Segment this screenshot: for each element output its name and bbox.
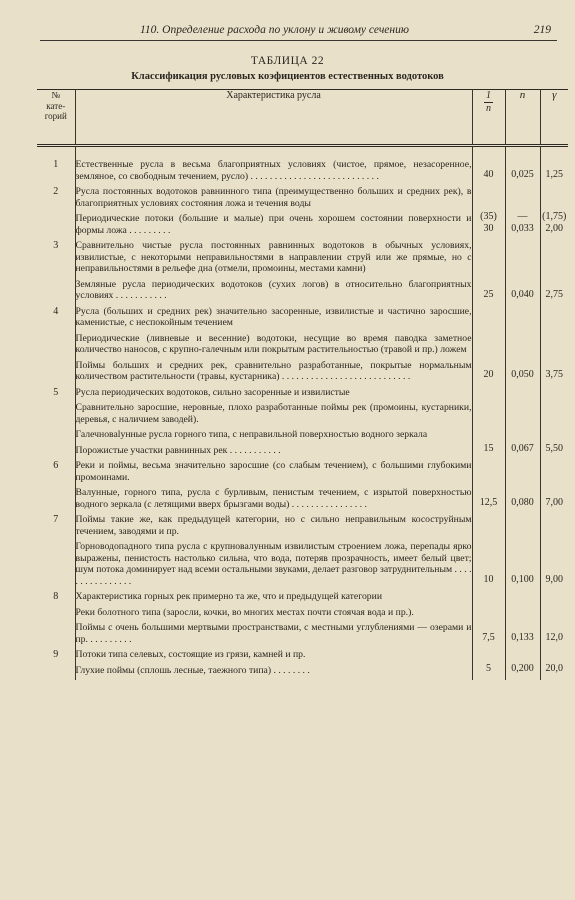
value-inv-n-main: 15 bbox=[483, 443, 494, 454]
table-row bbox=[37, 460, 568, 514]
value-inv-n-main: 5 bbox=[486, 662, 491, 674]
value-inv-n-main: 7,5 bbox=[482, 631, 495, 643]
value-gamma bbox=[540, 460, 568, 514]
characteristic-paragraph: Русла постоянных водотоков равнинного типа (преимущественно больших и средних рек), в благоприятных условиях состояния ложа и течения воды bbox=[75, 186, 472, 209]
value-inv-n bbox=[472, 649, 505, 680]
value-gamma bbox=[540, 649, 568, 680]
channel-characteristic bbox=[75, 306, 472, 387]
category-number: 2 bbox=[37, 186, 75, 240]
value-gamma-main: 5,50 bbox=[545, 443, 563, 454]
value-gamma bbox=[540, 240, 568, 306]
value-inv-n bbox=[472, 387, 505, 461]
header-inverse-n-denominator: n bbox=[486, 102, 491, 114]
value-gamma-main: 1,25 bbox=[545, 168, 563, 180]
value-gamma-main: 20,0 bbox=[545, 662, 563, 674]
value-n-main: 0,100 bbox=[511, 573, 534, 585]
category-number: 6 bbox=[37, 460, 75, 514]
channel-characteristic bbox=[75, 240, 472, 306]
running-head-title: 110. Определение расхода по уклону и живому сечению bbox=[140, 24, 409, 36]
characteristic-paragraph: Сравнительно заросшие, неровные, плохо разработанные поймы рек (промоины, кустарники, деревья, с наличием заводей). bbox=[75, 402, 472, 425]
channel-characteristic bbox=[75, 159, 472, 186]
table-title: ТАБЛИЦА 22 bbox=[250, 55, 325, 67]
characteristic-paragraph: Поймы такие же, как предыдущей категории, но с сильно неправильным косоструйным течением, заводями и пр. bbox=[75, 514, 472, 537]
page-number: 219 bbox=[533, 24, 551, 36]
characteristic-paragraph: Русла периодических водотоков, сильно засоренные и извилистые bbox=[75, 386, 350, 398]
table-subtitle: Классификация русловых коэфициентов естественных водотоков bbox=[131, 71, 444, 82]
value-gamma-main: 9,00 bbox=[545, 573, 563, 585]
category-number: 7 bbox=[37, 514, 75, 591]
characteristic-paragraph: Периодические потоки (большие и малые) при очень хорошем состоянии поверхности и формы ложа . . . . . . . . . bbox=[75, 213, 472, 236]
value-n bbox=[505, 514, 540, 591]
table-header-row bbox=[37, 90, 568, 146]
value-gamma bbox=[540, 591, 568, 649]
value-gamma-main: 12,0 bbox=[545, 631, 563, 643]
characteristic-paragraph: Глухие поймы (сплошь лесные, таежного типа) . . . . . . . . bbox=[75, 664, 310, 676]
characteristic-paragraph: Поймы больших и средних рек, сравнительно разработанные, покрытые нормальным количеством растительности (травы, кустарника) . . . . . . . . . . . . . . . . . . . . . . . . . . . bbox=[75, 359, 472, 382]
characteristic-paragraph: Потоки типа селевых, состоящие из грязи, камней и пр. bbox=[75, 649, 306, 660]
header-inverse-n-numerator: 1 bbox=[486, 90, 491, 101]
channel-characteristic bbox=[75, 591, 472, 649]
characteristic-paragraph: Поймы с очень большими мертвыми пространствами, с местными углублениями — озерами и пр. . . . . . . . . . bbox=[75, 622, 472, 645]
value-gamma-alternate: (1,75) bbox=[542, 211, 567, 222]
value-gamma bbox=[540, 387, 568, 461]
value-inv-n-main: 20 bbox=[483, 369, 494, 380]
table-row bbox=[37, 649, 568, 680]
characteristic-paragraph: Естественные русла в весьма благоприятных условиях (чистое, прямое, незасоренное, земляное, со свободным течением, русло) . . . . . . . . . . . . . . . . . . . . . . . . . . . bbox=[75, 159, 472, 182]
table-row bbox=[37, 186, 568, 240]
category-number: 5 bbox=[37, 387, 75, 461]
table-row bbox=[37, 306, 568, 387]
value-inv-n bbox=[472, 159, 505, 186]
value-inv-n bbox=[472, 240, 505, 306]
value-inv-n-alternate: (35) bbox=[480, 211, 497, 222]
value-inv-n bbox=[472, 306, 505, 387]
table-row bbox=[37, 159, 568, 186]
header-category-word1: кате- bbox=[46, 100, 66, 111]
characteristic-paragraph: Реки и поймы, весьма значительно заросшие (со слабым течением), с большими глубокими промоинами. bbox=[75, 460, 472, 483]
value-n-main: 0,067 bbox=[511, 443, 534, 454]
characteristic-paragraph: Русла (больших и средних рек) значительно засоренные, извилистые и частично заросшие, каменистые, с неспокойным течением bbox=[75, 305, 472, 328]
value-gamma bbox=[540, 514, 568, 591]
value-inv-n-main: 12,5 bbox=[479, 496, 498, 508]
header-inverse-n bbox=[472, 90, 505, 146]
value-n-main: 0,080 bbox=[511, 496, 534, 508]
value-gamma-main: 2,00 bbox=[545, 222, 563, 234]
characteristic-paragraph: Горноводопадного типа русла с крупновалунным извилистым строением ложа, перепады ярко выражены, пенистость настолько сильна, что вода, потеряв прозрачность, имеет белый цвет; шум потока доминирует над всеми остальными звуками, делает разговор затруднительным . . . . . . . . . . . . . . . . bbox=[75, 541, 472, 587]
value-n-main: 0,200 bbox=[511, 662, 534, 674]
header-n: n bbox=[505, 90, 540, 146]
channel-characteristic bbox=[75, 460, 472, 514]
classification-table bbox=[37, 89, 568, 680]
characteristic-paragraph: Земляные русла периодических водотоков (сухих логов) в относительно благоприятных условиях . . . . . . . . . . . bbox=[75, 278, 472, 301]
value-inv-n bbox=[472, 591, 505, 649]
characteristic-paragraph: Сравнительно чистые русла постоянных равнинных водотоков в обычных условиях, извилистые, с некоторыми неправильностями в направлении струй или же прямые, но с неправильностями в рельефе дна (отмели, промоины, местами камни) bbox=[75, 240, 472, 274]
value-n-main: 0,050 bbox=[511, 369, 534, 380]
value-inv-n bbox=[472, 514, 505, 591]
value-inv-n bbox=[472, 460, 505, 514]
value-gamma bbox=[540, 159, 568, 186]
value-n-main: 0,133 bbox=[511, 631, 534, 643]
value-n-alternate: — bbox=[517, 211, 528, 222]
value-inv-n-main: 25 bbox=[483, 288, 494, 300]
value-n-main: 0,040 bbox=[511, 288, 534, 300]
header-category-word2: горий bbox=[44, 111, 67, 121]
value-n bbox=[505, 591, 540, 649]
value-inv-n bbox=[472, 186, 505, 240]
table-row bbox=[37, 514, 568, 591]
table-row bbox=[37, 387, 568, 461]
value-n-main: 0,025 bbox=[511, 168, 534, 180]
category-number: 8 bbox=[37, 591, 75, 649]
value-inv-n-main: 30 bbox=[483, 222, 494, 234]
value-gamma bbox=[540, 306, 568, 387]
running-head bbox=[40, 22, 557, 41]
value-inv-n-main: 10 bbox=[483, 573, 494, 585]
value-gamma bbox=[540, 186, 568, 240]
category-number: 3 bbox=[37, 240, 75, 306]
value-n bbox=[505, 159, 540, 186]
category-number: 1 bbox=[37, 159, 75, 186]
header-gamma: γ bbox=[540, 90, 568, 146]
characteristic-paragraph: Реки болотного типа (заросли, кочки, во многих местах почти стоячая вода и пр.). bbox=[75, 606, 414, 618]
channel-characteristic bbox=[75, 514, 472, 591]
characteristic-paragraph: Валунные, горного типа, русла с бурливым, пенистым течением, с изрытой поверхностью водного зеркала (с летящими вверх брызгами воды) . . . . . . . . . . . . . . . . bbox=[75, 487, 472, 510]
characteristic-paragraph: Порожистые участки равнинных рек . . . . . . . . . . . bbox=[75, 444, 281, 456]
table-row bbox=[37, 591, 568, 649]
value-gamma-main: 2,75 bbox=[545, 288, 563, 300]
channel-characteristic bbox=[75, 387, 472, 461]
channel-characteristic bbox=[75, 649, 472, 680]
value-gamma-main: 3,75 bbox=[545, 369, 563, 380]
value-n bbox=[505, 240, 540, 306]
value-n-main: 0,033 bbox=[511, 222, 534, 234]
value-n bbox=[505, 387, 540, 461]
value-n bbox=[505, 306, 540, 387]
table-row bbox=[37, 240, 568, 306]
value-n bbox=[505, 460, 540, 514]
table-body bbox=[37, 146, 568, 681]
header-characteristic: Характеристика русла bbox=[75, 90, 472, 146]
value-gamma-main: 7,00 bbox=[545, 496, 563, 508]
value-n bbox=[505, 186, 540, 240]
characteristic-paragraph: Галечноваlунные русла горного типа, с неправильной поверхностью водного зеркала bbox=[75, 429, 428, 440]
characteristic-paragraph: Периодические (ливневые и весенние) водотоки, несущие во время паводка заметное количество наносов, с крупно-галечным или покрытым растительностью (травой и пр.) ложем bbox=[75, 332, 472, 355]
category-number: 4 bbox=[37, 306, 75, 387]
channel-characteristic bbox=[75, 186, 472, 240]
header-category-no: № bbox=[51, 90, 61, 100]
header-category bbox=[37, 90, 75, 146]
category-number: 9 bbox=[37, 649, 75, 680]
value-inv-n-main: 40 bbox=[483, 168, 494, 180]
value-n bbox=[505, 649, 540, 680]
table-spacer-row bbox=[37, 146, 568, 160]
characteristic-paragraph: Характеристика горных рек примерно та же, что и предыдущей категории bbox=[75, 591, 383, 602]
